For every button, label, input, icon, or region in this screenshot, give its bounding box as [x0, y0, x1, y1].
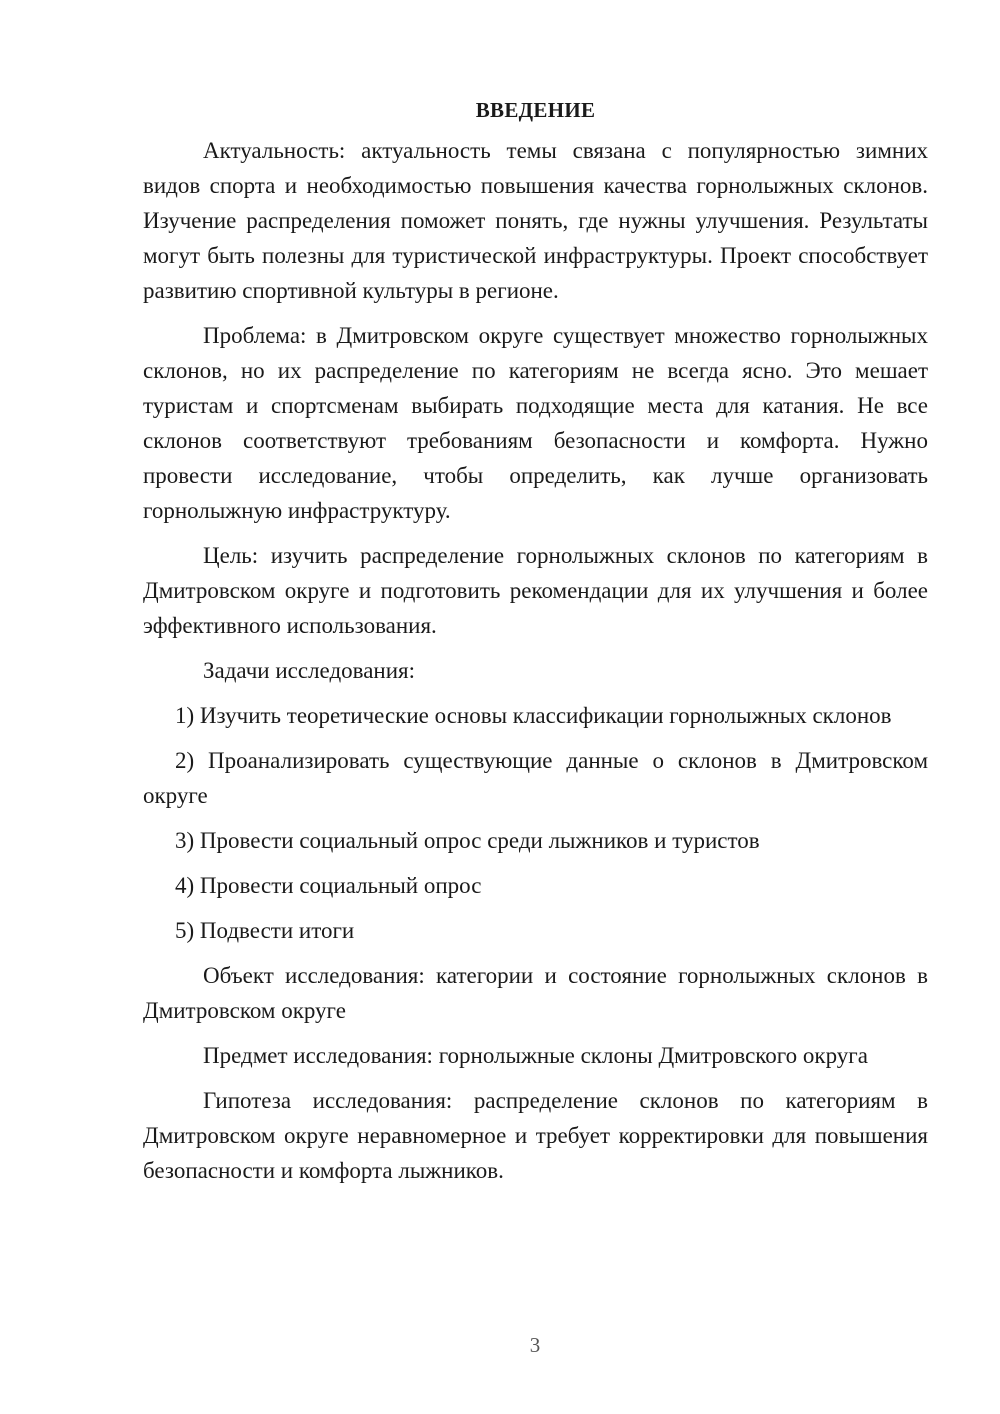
paragraph-goal: Цель: изучить распределение горнолыжных склонов по категориям в Дмитровском округе и подготовить рекомендации для их улучшения и более эффективного использования. [143, 543, 928, 638]
section-title: ВВЕДЕНИЕ [475, 98, 596, 122]
paragraph-hypothesis: Гипотеза исследования: распределение склонов по категориям в Дмитровском округе неравномерное и требует корректировки для повышения безопасности и комфорта лыжников. [143, 1088, 928, 1183]
paragraph-problem: Проблема: в Дмитровском округе существует множество горнолыжных склонов, но их распределение по категориям не всегда ясно. Это мешает туристам и спортсменам выбирать подходящие места для катания. Не все склонов соответствуют требованиям безопасности и комфорта. Нужно провести исследование, чтобы определить, как лучше организовать горнолыжную инфраструктуру. [143, 323, 928, 523]
task-item-2: 2) Проанализировать существующие данные о склонов в Дмитровском округе [143, 748, 928, 808]
task-item-5: 5) Подвести итоги [175, 918, 355, 943]
paragraph-object: Объект исследования: категории и состояние горнолыжных склонов в Дмитровском округе [143, 963, 928, 1023]
paragraph-tasks-heading: Задачи исследования: [203, 658, 416, 683]
page-content [143, 93, 928, 1198]
page-number: 3 [529, 1333, 541, 1357]
task-item-1: 1) Изучить теоретические основы классификации горнолыжных склонов [175, 703, 892, 728]
paragraph-subject: Предмет исследования: горнолыжные склоны Дмитровского округа [203, 1043, 868, 1068]
task-item-4: 4) Провести социальный опрос [175, 873, 482, 898]
paragraph-relevance: Актуальность: актуальность темы связана с популярностью зимних видов спорта и необходимостью повышения качества горнолыжных склонов. Изучение распределения поможет понять, где нужны улучшения. Результаты могут быть полезны для туристической инфраструктуры. Проект способствует развитию спортивной культуры в регионе. [143, 138, 928, 303]
task-item-3: 3) Провести социальный опрос среди лыжников и туристов [175, 828, 760, 853]
